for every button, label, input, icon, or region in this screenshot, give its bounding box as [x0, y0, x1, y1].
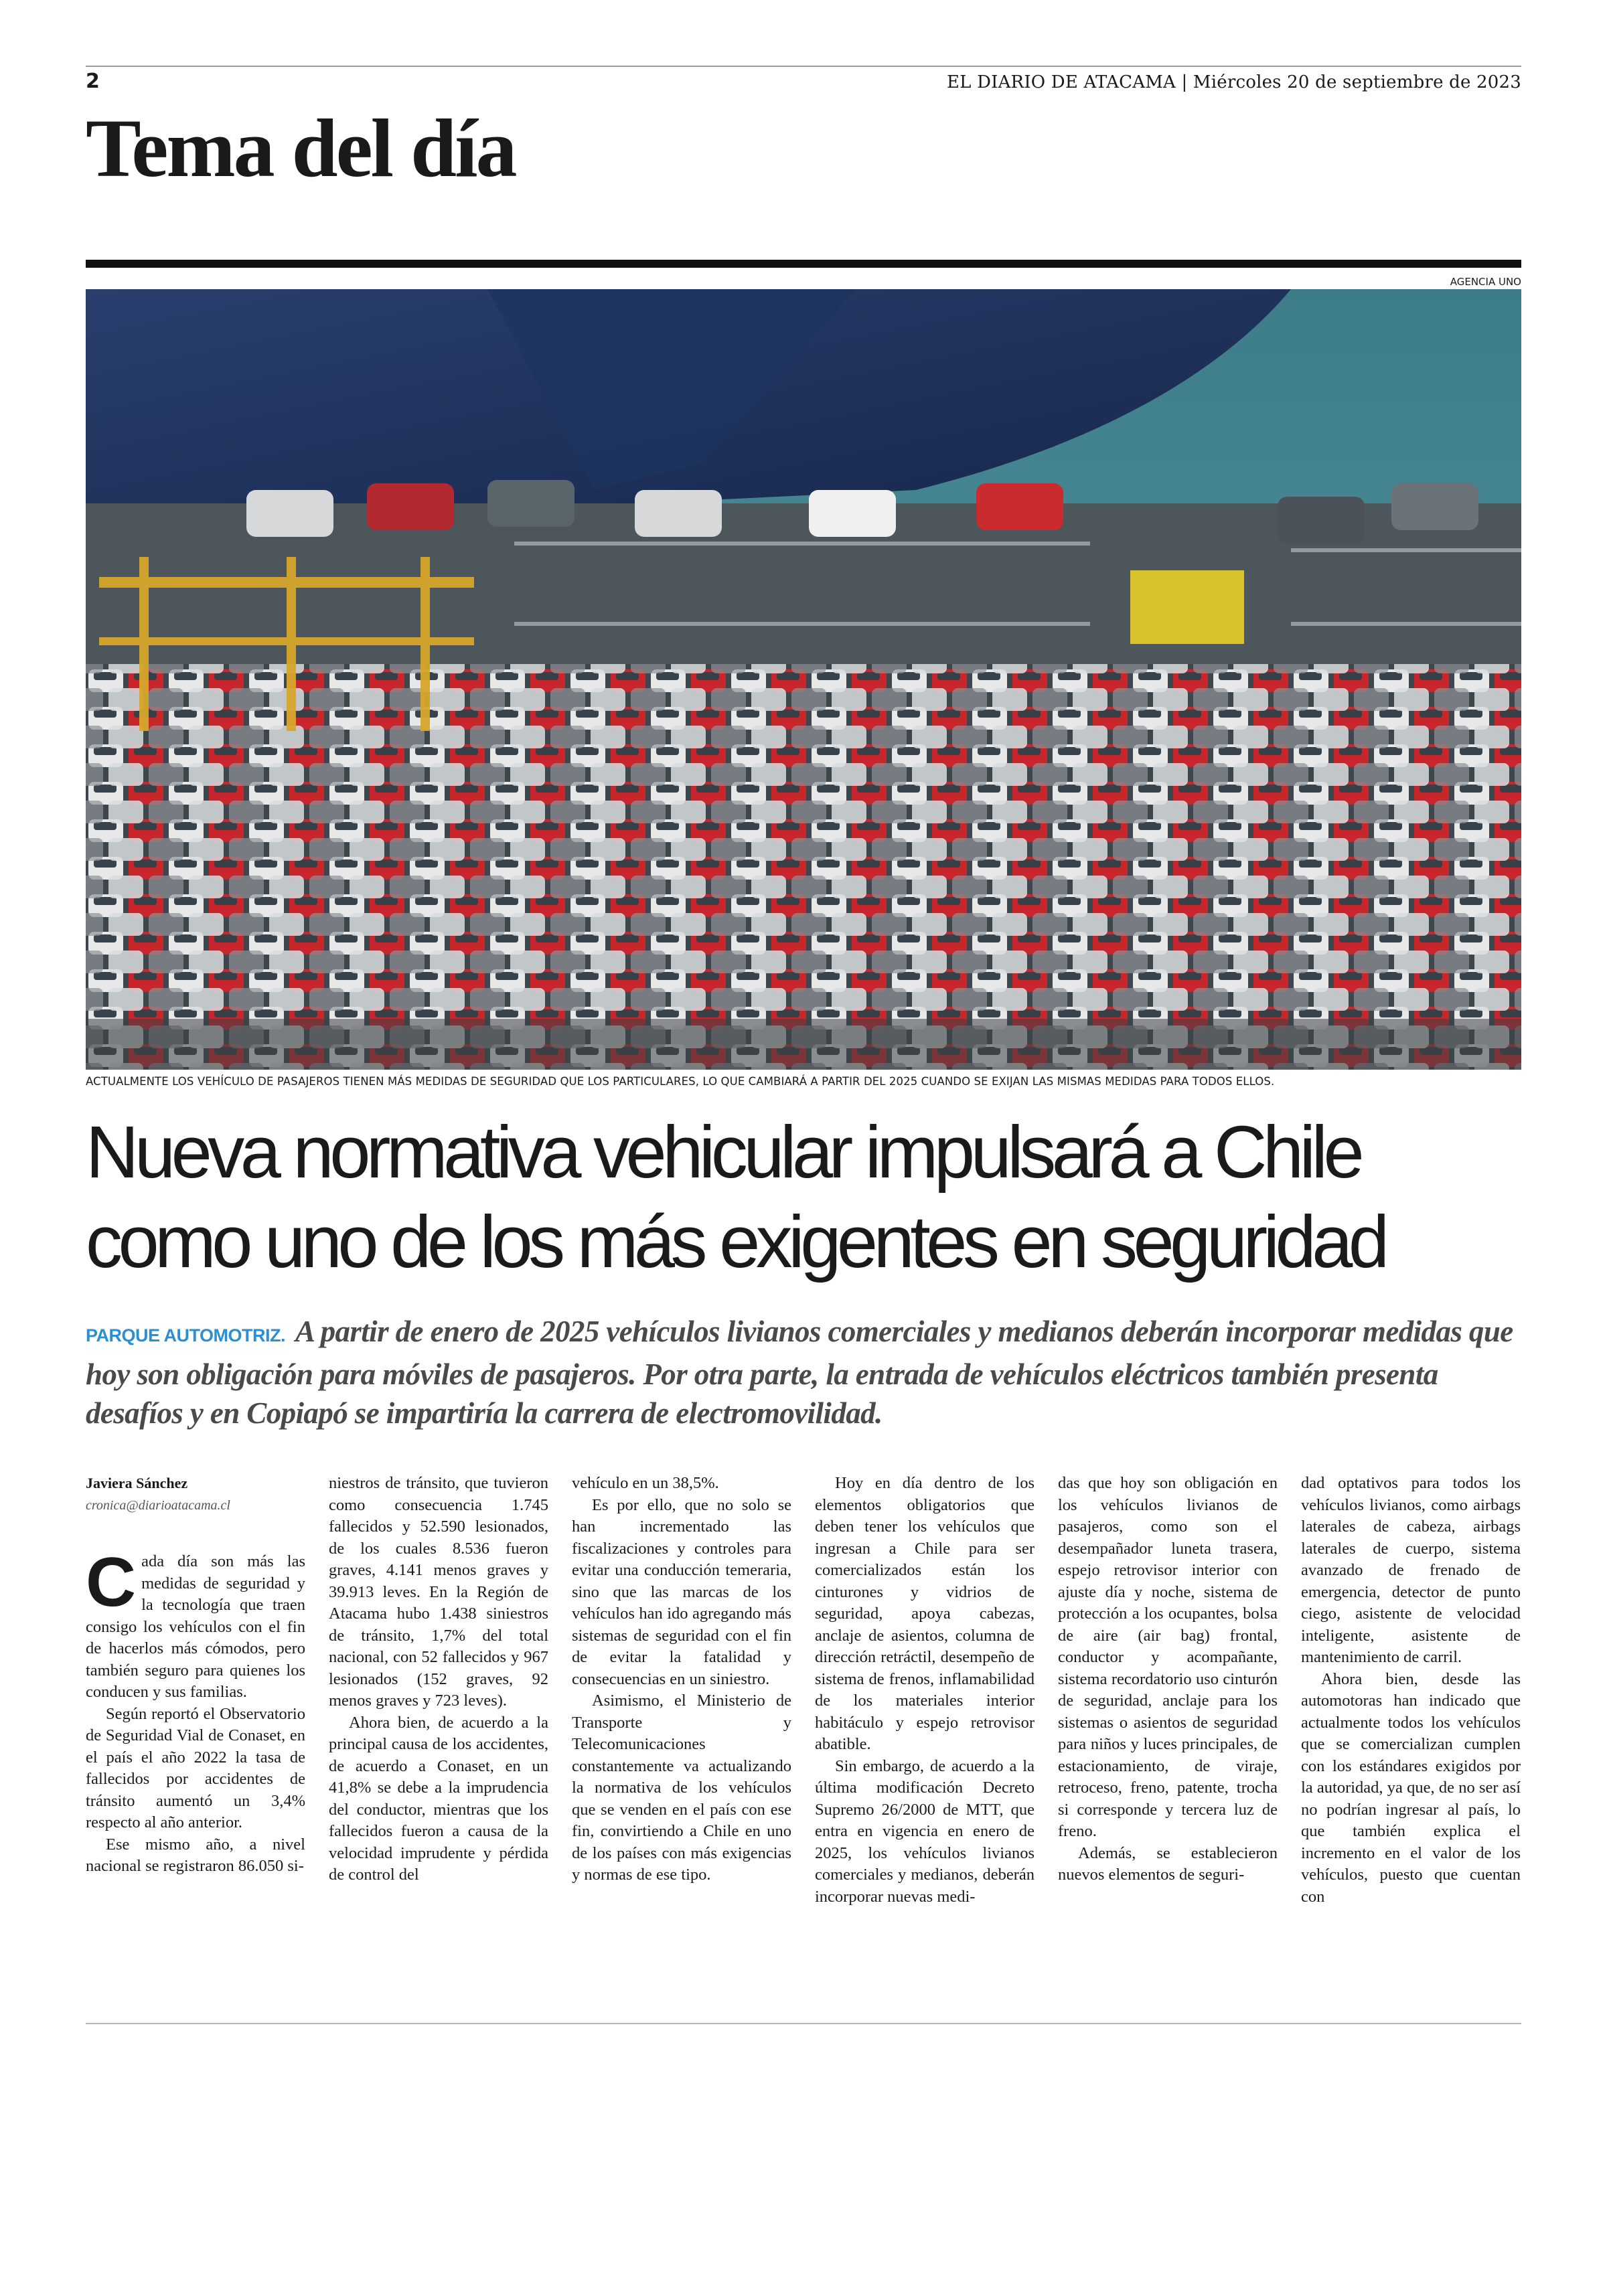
- photo-credit: AGENCIA UNO: [1450, 276, 1521, 288]
- paragraph: vehículo en un 38,5%.: [572, 1474, 719, 1492]
- masthead-separator: |: [1181, 72, 1193, 92]
- paragraph: Sin embargo, de acuerdo a la última modificación Decreto Supremo 26/2000 de MTT, que entra en vigencia en enero de 2025, los vehículos livianos comerciales y medianos, deberán incorporar nuevas medi-: [815, 1756, 1035, 1906]
- paragraph: Hoy en día dentro de los elementos obligatorios que deben tener los vehículos que ingresan a Chile para ser comercializados están los cinturones y vidrios de seguridad, apoya cabezas, anclaje de asientos, columna de dirección retráctil, desempeño de sistema de frenos, inflamabilidad de los materiales interior habitáculo y espejo retrovisor abatible.: [815, 1474, 1035, 1753]
- column-1: [86, 1473, 305, 1878]
- kicker: PARQUE AUTOMOTRIZ.: [86, 1325, 285, 1345]
- masthead: [947, 72, 1521, 92]
- paragraph: Cada día son más las medidas de seguridad y la tecnología que traen consigo los vehículos con el fin de hacerlos más cómodos, pero también seguro para quienes los conducen y sus familias.: [86, 1544, 305, 1701]
- column-6: [1301, 1473, 1521, 1908]
- paragraph: Asimismo, el Ministerio de Transporte y Telecomunicaciones constantemente va actualizando la normativa de los vehículos que se venden en el país con ese fin, convirtiendo a Chile en uno de los países con más exigencias y normas de ese tipo.: [572, 1692, 791, 1884]
- headline-line-1: Nueva normativa vehicular impulsará a Chile: [86, 1111, 1361, 1194]
- drop-cap: C: [86, 1544, 137, 1621]
- column-5: [1058, 1473, 1278, 1886]
- byline-author: Javiera Sánchez: [86, 1475, 188, 1491]
- paragraph: Según reportó el Observatorio de Seguridad Vial de Conaset, en el país el año 2022 la tasa de fallecidos por accidentes de tránsito aumentó un 3,4% respecto al año anterior.: [86, 1704, 305, 1831]
- issue-date: Miércoles 20 de septiembre de 2023: [1193, 72, 1521, 92]
- newspaper-name: EL DIARIO DE ATACAMA: [946, 72, 1176, 92]
- paragraph: niestros de tránsito, que tuvieron como consecuencia 1.745 fallecidos y 52.590 lesionados, de los cuales 8.536 fueron graves, 4.141 menos graves y 39.913 leves. En la Región de Atacama hubo 1.438 siniestros de tránsito, 1,7% del total nacional, con 52 fallecidos y 967 lesionados (152 graves, 92 menos graves y 723 leves).: [329, 1474, 548, 1710]
- lead-paragraph: [86, 1312, 1521, 1432]
- column-3: [572, 1473, 791, 1886]
- page-number: 2: [86, 70, 100, 93]
- car-port-photo: [86, 289, 1521, 1070]
- section-title: Tema del día: [86, 102, 516, 194]
- paragraph: Ese mismo año, a nivel nacional se registraron 86.050 si-: [86, 1835, 305, 1875]
- paragraph: das que hoy son obligación en los vehículos livianos de pasajeros, como son el desempañador luneta trasera, espejo retrovisor interior con ajuste día y noche, sistema de protección a los ocupantes, bolsa de aire (air bag) frontal, conductor y acompañante, sistema recordatorio uso cinturón de seguridad, anclaje para los sistemas o asientos de seguridad para niños y luces principales, de estacionamiento, de viraje, retroceso, freno, patente, trocha si corresponde y tercera luz de freno.: [1058, 1474, 1278, 1840]
- footer-rule: [86, 2023, 1521, 2024]
- lead-text: A partir de enero de 2025 vehículos livianos comerciales y medianos deberán incorporar medidas que hoy son obligación para móviles de pasajeros. Por otra parte, la entrada de vehículos eléctricos también presenta desafíos y en Copiapó se impartiría la carrera de electromovilidad.: [86, 1315, 1513, 1430]
- lead-photo: [86, 289, 1521, 1070]
- paragraph: Es por ello, que no solo se han incrementado las fiscalizaciones y controles para evitar una conducción temeraria, sino que las marcas de los vehículos han ido agregando más sistemas de seguridad con el fin de evitar la fatalidad y consecuencias en un siniestro.: [572, 1495, 791, 1688]
- byline-email[interactable]: cronica@diarioatacama.cl: [86, 1497, 230, 1513]
- paragraph: dad optativos para todos los vehículos livianos, como airbags laterales de cabeza, airbags laterales de cuerpo, sistema avanzado de frenado de emergencia, detector de punto ciego, asistente de velocidad inteligente, asistente de mantenimiento de carril.: [1301, 1474, 1521, 1666]
- headline: [86, 1108, 1521, 1287]
- paragraph: Ahora bien, desde las automotoras han indicado que actualmente todos los vehículos que se comercializan cumplen con los estándares exigidos por la autoridad, ya que, de no ser así no podrían ingresar al país, lo que también explica el incremento en el valor de los vehículos, puesto que cuentan con: [1301, 1669, 1521, 1906]
- headline-line-2: como uno de los más exigentes en seguridad: [86, 1201, 1385, 1283]
- header-rule: [86, 66, 1521, 67]
- paragraph: Ahora bien, de acuerdo a la principal causa de los accidentes, de acuerdo a Conaset, en un 41,8% se debe a la imprudencia del conductor, mientras que los fallecidos fueron a causa de la velocidad imprudente y pérdida de control del: [329, 1713, 548, 1884]
- column-2: [329, 1473, 548, 1886]
- paragraph: Además, se establecieron nuevos elementos de seguri-: [1058, 1843, 1278, 1884]
- photo-caption: ACTUALMENTE LOS VEHÍCULO DE PASAJEROS TIENEN MÁS MEDIDAS DE SEGURIDAD QUE LOS PARTICULARES, LO QUE CAMBIARÁ A PARTIR DEL 2025 CUANDO SE EXIJAN LAS MISMAS MEDIDAS PARA TODOS ELLOS.: [86, 1075, 1275, 1088]
- column-4: [815, 1473, 1035, 1908]
- section-rule: [86, 260, 1521, 268]
